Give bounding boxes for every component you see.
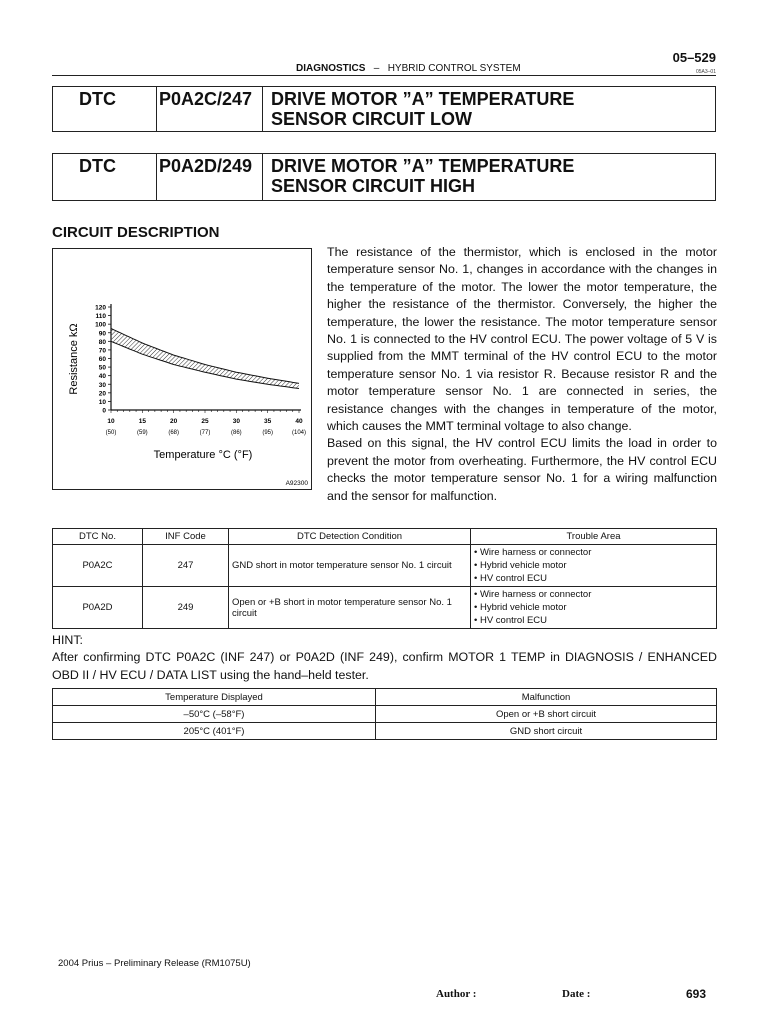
table-row [53,587,717,629]
detection-condition: GND short in motor temperature sensor No. 1 circuit [229,545,471,587]
y-tick-label: 90 [98,330,106,338]
table-row [53,706,717,723]
resistance-band [111,329,299,389]
table-row [53,723,717,740]
header-section: DIAGNOSTICS [296,63,366,74]
dtc-box-low [52,86,716,132]
x-tick-label-f: (68) [168,430,180,436]
hint-text: After confirming DTC P0A2C (INF 247) or P0A2D (INF 249), confirm MOTOR 1 TEMP in DIAGNOSIS / ENHANCED OBD II / HV ECU / DATA LIST using the hand–held tester. [52,650,717,682]
y-tick-label: 70 [98,347,106,355]
folio-number: 693 [685,987,706,1001]
temperature-table [52,688,717,740]
hint-label: HINT: [52,633,83,647]
dtc-title-line1: DRIVE MOTOR ”A” TEMPERATURE [271,89,575,109]
x-axis-label: Temperature °C (°F) [153,449,253,461]
dtc-code: P0A2C/247 [157,87,263,131]
trouble-area-item: • HV control ECU [474,573,548,584]
dtc-title-line2: SENSOR CIRCUIT LOW [271,109,472,129]
x-tick-label: 25 [201,418,209,425]
circuit-description-text [327,244,717,505]
document-code: 05A3–01 [695,69,716,75]
upper-limit-line [111,329,299,384]
trouble-area [471,545,717,587]
x-tick-label-f: (104) [291,430,307,436]
table-header-row [53,529,717,545]
x-tick-label-f: (77) [199,430,211,436]
x-tick-label-f: (86) [230,430,242,436]
header-system: HYBRID CONTROL SYSTEM [387,63,521,74]
column-header: Temperature Displayed [53,689,376,706]
trouble-area [471,587,717,629]
dtc-number: P0A2D [53,587,143,629]
temperature-displayed: –50°C (–58°F) [53,706,376,723]
y-tick-label: 10 [98,398,106,406]
section-title: CIRCUIT DESCRIPTION [52,224,220,241]
y-tick-label: 100 [95,321,106,329]
description-paragraph-1: The resistance of the thermistor, which is enclosed in the motor temperature sensor No. 1, changes in accordance with the changes in the temperature of the motor. The lower the motor temperature, the higher the resistance of the thermistor. Conversely, the higher the temperature, the lower the resistance. The motor temperature sensor No. 1 is connected to the HV control ECU. The power voltage of 5 V is supplied from the MMT terminal of the HV control ECU to the motor temperature sensor No. 1 via resistor R. Because resistor R and the motor temperature sensor No. 1 are connected in series, the resistance changes with the changes in temperature of the motor, which causes the MMT terminal voltage to also change. [327,245,717,434]
page-number: 05–529 [672,50,716,65]
malfunction: GND short circuit [376,723,717,740]
dtc-number: P0A2C [53,545,143,587]
x-tick-label: 30 [232,418,240,425]
column-header: DTC No. [53,529,143,545]
trouble-area-item: • Hybrid vehicle motor [474,602,567,613]
trouble-area-item: • Wire harness or connector [474,589,592,600]
description-paragraph-2: Based on this signal, the HV control ECU limits the load in order to prevent the motor from overheating. Furthermore, the HV control ECU checks the motor temperature sensor No. 1 for a wiring malfunction and the sensor for malfunction. [327,436,717,503]
malfunction: Open or +B short circuit [376,706,717,723]
dtc-label: DTC [53,87,157,131]
dtc-title-line1: DRIVE MOTOR ”A” TEMPERATURE [271,156,575,176]
author-label: Author : [436,988,477,1000]
inf-code: 249 [143,587,229,629]
dtc-table [52,528,717,629]
dtc-title [263,87,715,131]
header-rule [52,75,716,76]
table-header-row [53,689,717,706]
temperature-displayed: 205°C (401°F) [53,723,376,740]
y-tick-label: 120 [95,304,106,312]
x-tick-label-f: (95) [262,430,274,436]
y-tick-label: 60 [98,356,106,363]
dtc-title [263,154,715,200]
column-header: Trouble Area [471,529,717,545]
trouble-area-item: • HV control ECU [474,615,548,626]
header-separator: – [373,63,380,74]
dtc-title-line2: SENSOR CIRCUIT HIGH [271,176,476,196]
x-tick-label-f: (59) [136,430,148,436]
y-tick-label: 50 [98,364,106,372]
hint-block [52,632,717,684]
dtc-label: DTC [53,154,157,200]
y-tick-label: 110 [95,313,106,321]
y-tick-label: 20 [98,390,106,398]
y-axis-label: Resistance kΩ [68,323,80,395]
inf-code: 247 [143,545,229,587]
trouble-area-item: • Hybrid vehicle motor [474,560,567,571]
y-tick-label: 30 [98,381,106,389]
figure-code: A92300 [285,480,308,487]
y-tick-label: 40 [98,373,106,381]
x-tick-label: 20 [170,418,178,425]
column-header: Malfunction [376,689,717,706]
trouble-area-item: • Wire harness or connector [474,547,592,558]
running-header [296,63,521,74]
dtc-box-high [52,153,716,201]
detection-condition: Open or +B short in motor temperature sensor No. 1 circuit [229,587,471,629]
resistance-temperature-graph [52,248,312,490]
chart-svg [53,249,311,489]
column-header: INF Code [143,529,229,545]
x-tick-label: 40 [295,418,303,425]
release-note: 2004 Prius – Preliminary Release (RM1075U) [58,958,251,969]
column-header: DTC Detection Condition [229,529,471,545]
x-tick-label: 15 [138,418,146,425]
date-label: Date : [562,988,591,1000]
x-tick-label-f: (50) [105,430,117,436]
y-tick-label: 0 [102,407,106,415]
x-tick-label: 35 [264,418,272,425]
dtc-code: P0A2D/249 [157,154,263,200]
table-row [53,545,717,587]
y-tick-label: 80 [98,338,106,346]
x-tick-label: 10 [107,418,115,425]
